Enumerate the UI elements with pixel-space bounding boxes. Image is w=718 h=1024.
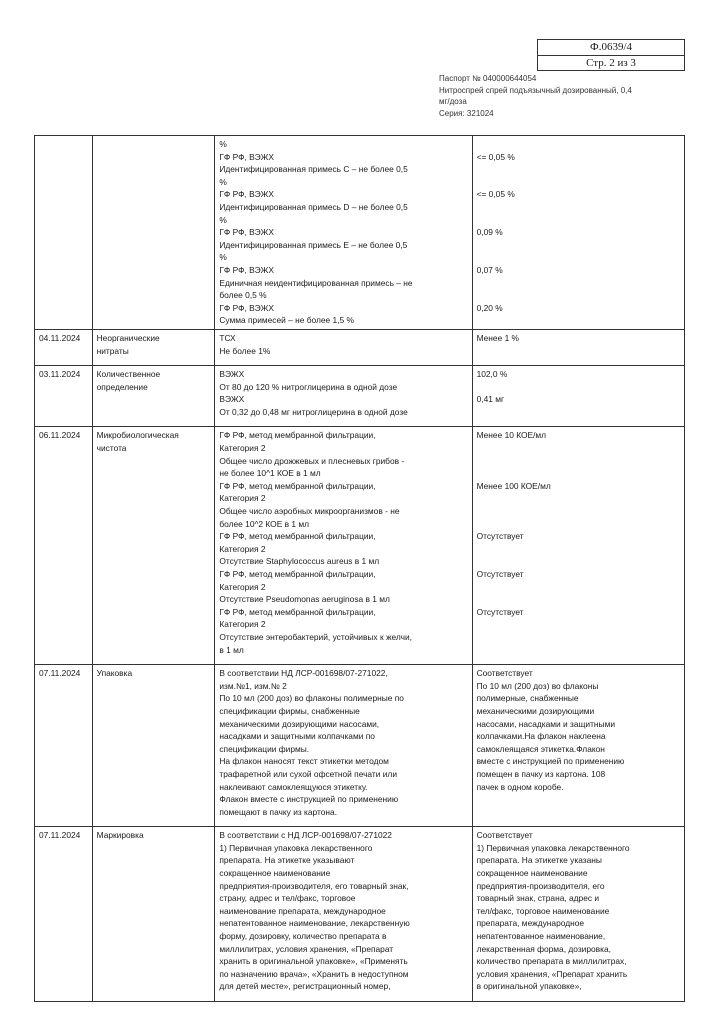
result-line: механическими дозирующими <box>476 705 595 716</box>
requirement-line: спецификации фирмы, снабженные <box>219 705 360 716</box>
requirement-line: ГФ РФ, метод мембранной фильтрации, <box>219 606 376 617</box>
requirement-line: ГФ РФ, ВЭЖХ <box>219 227 274 238</box>
requirement-line: ГФ РФ, метод мембранной фильтрации, <box>219 480 376 491</box>
requirement-line: Категория 2 <box>219 619 266 630</box>
requirement-line: страну, адрес и тел/факс, торговое <box>219 893 356 904</box>
requirement-line: для детей месте», регистрационный номер, <box>219 981 391 992</box>
result-line <box>477 176 680 189</box>
requirement-line: хранить в оригинальной упаковке», «Применять <box>219 956 408 967</box>
result-line: самоклеящаяся этикетка.Флакон <box>476 743 605 754</box>
requirement-line: На флакон наносят текст этикетки методом <box>219 756 389 767</box>
result-line: пачек в одном коробе. <box>476 781 564 792</box>
result-line <box>477 289 680 302</box>
result-line <box>477 518 680 531</box>
requirement-line: Общее число аэробных микроорганизмов - не <box>219 506 400 517</box>
requirement-line: Категория 2 <box>219 543 266 554</box>
form-code-box <box>537 39 685 71</box>
requirement-cell <box>215 665 472 827</box>
result-line <box>477 138 680 151</box>
result-cell <box>472 136 684 330</box>
requirement-line: ТСХ <box>219 332 236 343</box>
requirement-line: Категория 2 <box>219 493 266 504</box>
result-cell <box>472 329 684 365</box>
result-line: полимерные, снабженные <box>476 693 579 704</box>
result-line <box>477 239 680 252</box>
requirement-line: 1) Первичная упаковка лекарственного <box>219 842 373 853</box>
result-line: 0,20 % <box>476 302 503 313</box>
requirement-line: В соответствии с НД ЛСР-001698/07-271022 <box>219 830 392 841</box>
result-line <box>477 406 680 419</box>
result-line <box>477 644 680 657</box>
result-line: 0,41 мг <box>476 394 505 405</box>
result-line: насосами, насадками и защитными <box>476 718 616 729</box>
product-name-line2: мг/доза <box>439 97 467 106</box>
requirement-line: насадками и защитными колпачками по <box>219 731 375 742</box>
result-line <box>477 455 680 468</box>
requirement-line: Отсутствие Staphylococcus aureus в 1 мл <box>219 556 380 567</box>
result-line: 1) Первичная упаковка лекарственного <box>476 842 630 853</box>
requirement-line: более 10^2 КОЕ в 1 мл <box>219 518 310 529</box>
indicator-line: Неорганические <box>96 332 160 343</box>
requirement-line: ГФ РФ, ВЭЖХ <box>219 264 274 275</box>
requirement-line: ГФ РФ, метод мембранной фильтрации, <box>219 531 376 542</box>
test-date: 04.11.2024 <box>35 329 93 365</box>
requirement-line: Отсутствие энтеробактерий, устойчивых к желчи, <box>219 631 412 642</box>
requirement-line: По 10 мл (200 доз) во флаконы полимерные по <box>219 693 404 704</box>
result-line <box>477 543 680 556</box>
result-line: Отсутствует <box>476 531 524 542</box>
requirement-line: сокращенное наименование <box>219 868 331 879</box>
requirement-line: в 1 мл <box>219 644 244 655</box>
result-line: колпачками.На флакон наклеена <box>476 731 606 742</box>
requirement-line: ГФ РФ, ВЭЖХ <box>219 302 274 313</box>
requirement-line: В соответствии НД ЛСР-001698/07-271022, <box>219 668 388 679</box>
requirement-line: более 0,5 % <box>219 290 267 301</box>
result-line: 0,07 % <box>476 264 503 275</box>
requirement-line: Не более 1% <box>219 345 271 356</box>
result-line <box>477 251 680 264</box>
requirement-cell <box>215 329 472 365</box>
requirement-cell <box>215 366 472 427</box>
result-line: товарный знак, страна, адрес и <box>476 893 600 904</box>
result-line: Отсутствует <box>476 569 524 579</box>
table-row <box>35 427 685 665</box>
result-line: количество препарата в миллилитрах, <box>476 956 627 967</box>
requirement-line: ГФ РФ, ВЭЖХ <box>219 151 274 162</box>
result-line <box>477 381 680 394</box>
result-line: тел/факс, торговое наименование <box>476 905 610 916</box>
result-line: Менее 10 КОЕ/мл <box>476 430 547 441</box>
requirement-line: Сумма примесей – не более 1,5 % <box>219 315 354 326</box>
requirement-line: Категория 2 <box>219 443 266 454</box>
test-date: 03.11.2024 <box>35 366 93 427</box>
result-line <box>477 793 680 806</box>
result-line <box>477 618 680 631</box>
result-line <box>477 201 680 214</box>
table-row <box>35 366 685 427</box>
requirement-line: Флакон вместе с инструкцией по применению <box>219 794 399 805</box>
indicator-cell <box>92 665 215 827</box>
result-line: сокращенное наименование <box>476 868 588 879</box>
requirement-line: ВЭЖХ <box>219 394 245 405</box>
requirement-line: % <box>219 252 227 263</box>
result-line <box>477 442 680 455</box>
result-line: Соответствует <box>476 830 533 841</box>
result-line: вместе с инструкцией по применению <box>476 756 625 767</box>
requirement-line: по назначению врача», «Хранить в недоступном <box>219 968 409 979</box>
table-row <box>35 329 685 365</box>
result-line: непатентованное наименование, <box>476 931 606 942</box>
result-line <box>477 492 680 505</box>
result-line: Отсутствует <box>476 606 524 617</box>
indicator-line: чистота <box>96 443 127 454</box>
result-line: <= 0,05 % <box>476 189 515 200</box>
requirement-line: ГФ РФ, ВЭЖХ <box>219 189 274 200</box>
requirement-line: препарата. На этикетке указывают <box>219 855 355 866</box>
result-line: По 10 мл (200 доз) во флаконы <box>476 680 599 691</box>
result-line <box>477 806 680 819</box>
indicator-line: определение <box>96 381 148 392</box>
result-line: условия хранения, «Препарат хранить <box>476 968 628 979</box>
indicator-line: Маркировка <box>96 830 144 841</box>
result-line <box>477 277 680 290</box>
result-line <box>477 505 680 518</box>
test-date: 06.11.2024 <box>35 427 93 665</box>
requirement-line: наименование препарата, международное <box>219 905 386 916</box>
requirement-line: помещают в пачку из картона. <box>219 806 338 817</box>
indicator-cell <box>92 136 215 330</box>
page-number: Стр. 2 из 3 <box>586 57 636 69</box>
requirement-line: Единичная неидентифицированная примесь – не <box>219 277 413 288</box>
requirement-line: Отсутствие Pseudomonas aeruginosa в 1 мл <box>219 594 390 605</box>
requirement-line: наклеивают самоклеящуюся этикетку. <box>219 781 368 792</box>
requirement-line: ВЭЖХ <box>219 369 245 380</box>
requirement-line: непатентованное наименование, лекарственную <box>219 918 410 929</box>
requirement-line: Идентифицированная примесь С – не более 0,5 <box>219 164 408 175</box>
indicator-cell <box>92 366 215 427</box>
product-name-line1: Нитроспрей спрей подъязычный дозированный, 0,4 <box>439 85 632 95</box>
series-number: Серия: 321024 <box>439 108 494 118</box>
table-row <box>35 827 685 1002</box>
requirement-line: ГФ РФ, метод мембранной фильтрации, <box>219 430 376 441</box>
result-line: 0,09 % <box>476 227 503 238</box>
indicator-cell <box>92 427 215 665</box>
result-line <box>477 555 680 568</box>
result-line: лекарственная форма, дозировка, <box>476 943 611 954</box>
result-line <box>477 214 680 227</box>
requirement-line: % <box>219 139 227 149</box>
indicator-line: Упаковка <box>96 668 133 679</box>
result-cell <box>472 366 684 427</box>
result-line: 102,0 % <box>476 369 508 380</box>
result-line: Менее 1 % <box>476 332 520 343</box>
result-line <box>477 631 680 644</box>
result-line: Соответствует <box>476 668 533 679</box>
result-line <box>477 593 680 606</box>
requirement-cell <box>215 427 472 665</box>
passport-header <box>439 73 669 119</box>
requirement-line: % <box>219 176 227 187</box>
result-line: помещен в пачку из картона. 108 <box>476 768 606 779</box>
requirement-line: ГФ РФ, метод мембранной фильтрации, <box>219 569 376 579</box>
requirement-line: От 0,32 до 0,48 мг нитроглицерина в одной дозе <box>219 406 408 417</box>
requirement-line: миллилитрах, условия хранения, «Препарат <box>219 943 394 954</box>
test-date: 07.11.2024 <box>35 665 93 827</box>
result-cell <box>472 427 684 665</box>
result-line: препарата, международное <box>476 918 585 929</box>
test-date <box>35 136 93 330</box>
requirement-line: механическими дозирующими насосами, <box>219 718 380 729</box>
indicator-cell <box>92 329 215 365</box>
result-cell <box>472 827 684 1002</box>
requirement-line: % <box>219 214 227 225</box>
result-line: Менее 100 КОЕ/мл <box>476 480 551 491</box>
test-date: 07.11.2024 <box>35 827 93 1002</box>
result-line: в оригинальной упаковке», <box>476 981 582 992</box>
requirement-line: спецификации фирмы. <box>219 743 310 754</box>
requirement-line: Общее число дрожжевых и плесневых грибов - <box>219 455 405 466</box>
result-line: препарата. На этикетке указаны <box>476 855 602 866</box>
indicator-cell <box>92 827 215 1002</box>
requirement-line: изм.№1, изм.№ 2 <box>219 680 287 691</box>
result-line <box>477 163 680 176</box>
requirement-line: Идентифицированная примесь Е – не более 0,5 <box>219 239 408 250</box>
form-code: Ф.0639/4 <box>538 40 684 56</box>
indicator-line: Количественное <box>96 369 161 380</box>
requirement-cell <box>215 827 472 1002</box>
result-line <box>477 467 680 480</box>
result-cell <box>472 665 684 827</box>
requirement-line: трафаретной или сухой офсетной печати или <box>219 768 397 779</box>
requirement-line: форму, дозировку, количество препарата в <box>219 931 387 942</box>
result-line: <= 0,05 % <box>476 151 515 162</box>
requirement-line: Категория 2 <box>219 581 266 592</box>
table-row <box>35 136 685 330</box>
result-line: предприятия-производителя, его <box>476 880 605 891</box>
indicator-line: нитраты <box>96 345 129 356</box>
table-row <box>35 665 685 827</box>
requirement-line: Идентифицированная примесь D – не более 0,5 <box>219 201 408 212</box>
passport-number: Паспорт № 040000644054 <box>439 74 537 83</box>
result-line <box>477 314 680 327</box>
requirement-line: не более 10^1 КОЕ в 1 мл <box>219 468 321 479</box>
result-line <box>477 581 680 594</box>
indicator-line: Микробиологическая <box>96 430 179 441</box>
test-results-table <box>34 135 685 1002</box>
requirement-line: предприятия-производителя, его товарный знак, <box>219 880 409 891</box>
requirement-cell <box>215 136 472 330</box>
requirement-line: От 80 до 120 % нитроглицерина в одной дозе <box>219 381 398 392</box>
